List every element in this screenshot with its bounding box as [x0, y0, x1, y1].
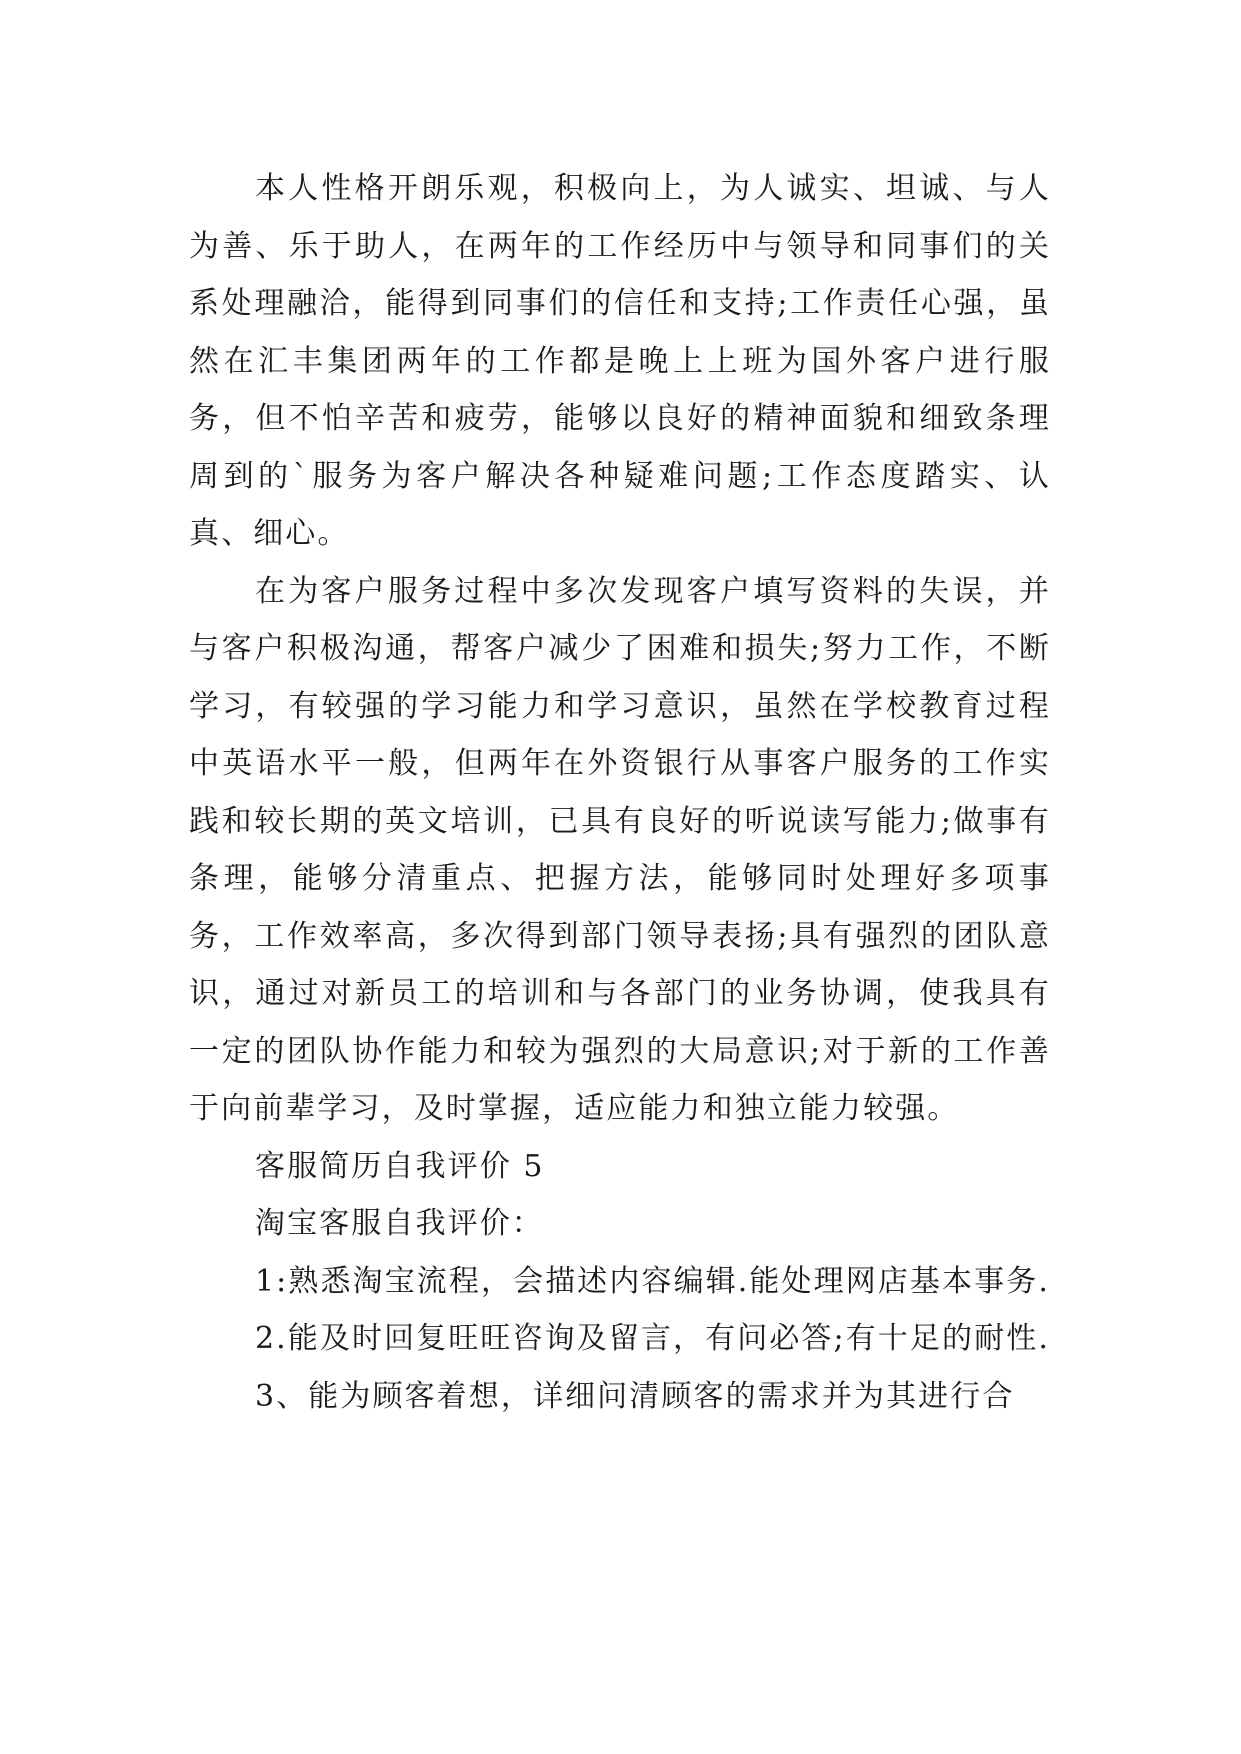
document-body: [189, 160, 1051, 1425]
list-item: 3、能为顾客着想，详细问清顾客的需求并为其进行合: [255, 1378, 1015, 1414]
list-item: 2.能及时回复旺旺咨询及留言，有问必答;有十足的耐性.: [255, 1321, 1050, 1356]
section-title: 客服简历自我评价 5: [255, 1148, 545, 1184]
paragraph-service-experience: 在为客户服务过程中多次发现客户填写资料的失误，并与客户积极沟通，帮客户减少了困难和损失;努力工作，不断学习，有较强的学习能力和学习意识，虽然在学校教育过程中英语水平一般，但两年在外资银行从事客户服务的工作实践和较长期的英文培训，已具有良好的听说读写能力;做事有条理，能够分清重点、把握方法，能够同时处理好多项事务，工作效率高，多次得到部门领导表扬;具有强烈的团队意识，通过对新员工的培训和与各部门的业务协调，使我具有一定的团队协作能力和较为强烈的大局意识;对于新的工作善于向前辈学习，及时掌握，适应能力和独立能力较强。: [189, 573, 1051, 1126]
subsection-title: 淘宝客服自我评价：: [255, 1206, 544, 1241]
list-item: 1:熟悉淘宝流程，会描述内容编辑.能处理网店基本事务.: [255, 1263, 1050, 1299]
paragraph-personality: 本人性格开朗乐观，积极向上，为人诚实、坦诚、与人为善、乐于助人，在两年的工作经历中与领导和同事们的关系处理融洽，能得到同事们的信任和支持;工作责任心强，虽然在汇丰集团两年的工作都是晚上上班为国外客户进行服务，但不怕辛苦和疲劳，能够以良好的精神面貌和细致条理周到的`服务为客户解决各种疑难问题;工作态度踏实、认真、细心。: [189, 171, 1051, 551]
